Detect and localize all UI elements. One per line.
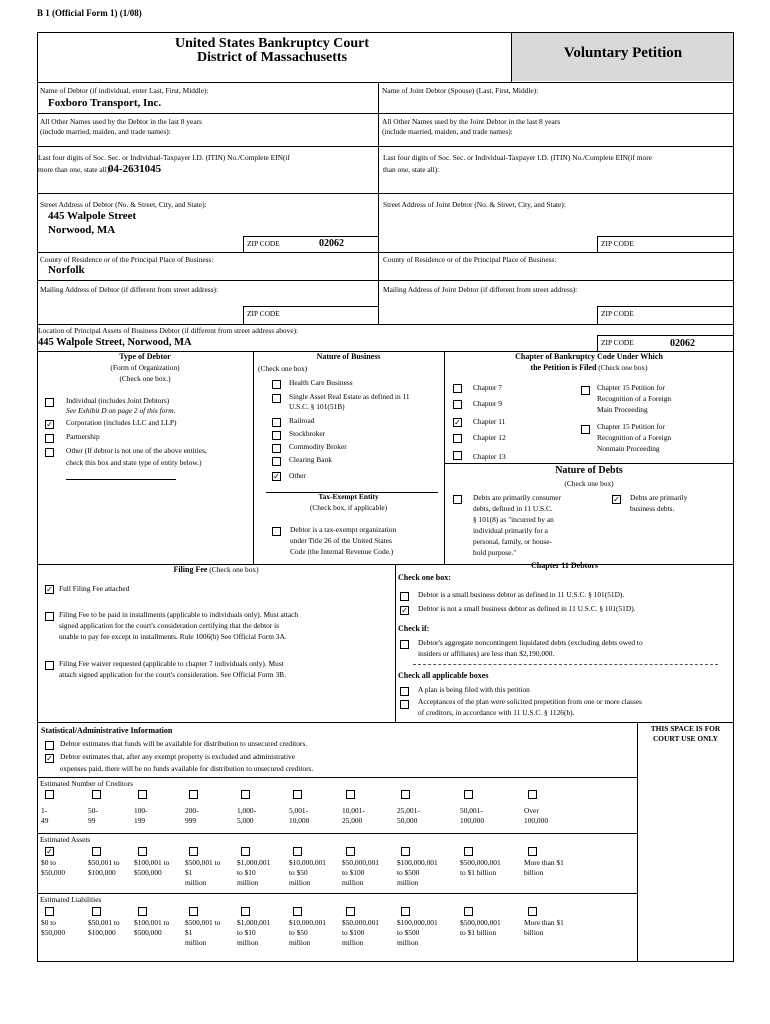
debts-consumer-3: § 101(8) as "incurred by an — [473, 515, 554, 524]
creditors-label-9-0: Over — [524, 806, 539, 815]
ch11-plan-label: A plan is being filed with this petition — [418, 685, 530, 694]
creditors-checkbox-9[interactable] — [528, 790, 537, 799]
debtor-name[interactable]: Foxboro Transport, Inc. — [48, 97, 162, 109]
liabilities-checkbox-1[interactable] — [92, 907, 101, 916]
debtor-street-label: Street Address of Debtor (No. & Street, City, and State): — [40, 200, 207, 209]
assets-label-5-2: million — [289, 878, 311, 887]
chapter15-nonmain-line1: Chapter 15 Petition for — [597, 422, 665, 431]
petition-title: Voluntary Petition — [563, 45, 683, 61]
type-individual-note: See Exhibit D on page 2 of this form. — [66, 406, 176, 415]
assets-checkbox-5[interactable] — [293, 847, 302, 856]
ch11-small-label: Debtor is a small business debtor as defined in 11 U.S.C. § 101(51D). — [418, 590, 625, 599]
business-commodity-checkbox[interactable] — [272, 444, 281, 453]
court-district: District of Massachusetts — [196, 50, 348, 65]
debtor-ssn-label-2: more than one, state all): — [38, 165, 112, 174]
assets-checkbox-2[interactable] — [138, 847, 147, 856]
creditors-label: Estimated Number of Creditors — [40, 779, 133, 788]
debtor-ein[interactable]: 04-2631045 — [108, 163, 162, 175]
liabilities-label-4-1: to $10 — [237, 928, 256, 937]
liabilities-checkbox-7[interactable] — [401, 907, 410, 916]
debtor-zip[interactable]: 02062 — [319, 238, 344, 249]
assets-label-6-2: million — [342, 878, 364, 887]
assets-zip[interactable]: 02062 — [670, 338, 695, 349]
liabilities-label-7-1: to $500 — [397, 928, 420, 937]
creditors-label-7-1: 50,000 — [397, 816, 418, 825]
type-corporation-label: Corporation (includes LLC and LLP) — [66, 418, 177, 427]
debts-business-checkbox[interactable]: ✓ — [613, 495, 620, 504]
joint-street-label: Street Address of Joint Debtor (No. & Street, City, and State): — [383, 200, 566, 209]
creditors-label-5-0: 5,001- — [289, 806, 309, 815]
taxexempt-checkbox[interactable] — [272, 527, 281, 536]
creditors-label-8-1: 100,000 — [460, 816, 485, 825]
chapter15-main-checkbox[interactable] — [581, 386, 590, 395]
chapter7-checkbox[interactable] — [453, 384, 462, 393]
chapter-title-check: (Check one box) — [598, 363, 648, 372]
assets-label-2-1: $500,000 — [134, 868, 162, 877]
business-clearing-checkbox[interactable] — [272, 457, 281, 466]
joint-other-names-label: All Other Names used by the Joint Debtor in the last 8 years — [382, 117, 561, 126]
assets-label-6-0: $50,000,001 — [342, 858, 379, 867]
business-other-label: Other — [289, 471, 306, 480]
business-clearing-label: Clearing Bank — [289, 455, 332, 464]
joint-ssn-label: Last four digits of Soc. Sec. or Individual-Taxpayer I.D. (ITIN) No./Complete EIN(if more — [383, 153, 652, 162]
fee-full-checkbox[interactable]: ✓ — [46, 585, 53, 594]
type-sub1: (Form of Organization) — [110, 363, 180, 372]
business-commodity-label: Commodity Broker — [289, 442, 347, 451]
fee-title-text: Filing Fee — [173, 565, 208, 574]
assets-label-3-2: million — [185, 878, 207, 887]
ch11-check-one: Check one box: — [398, 573, 451, 582]
assets-checkbox-4[interactable] — [241, 847, 250, 856]
ch11-accept-checkbox[interactable] — [400, 700, 409, 709]
fee-title — [37, 565, 395, 575]
creditors-checkbox-4[interactable] — [241, 790, 250, 799]
taxexempt-sub: (Check box, if applicable) — [309, 503, 388, 512]
liabilities-label-0-0: $0 to — [41, 918, 56, 927]
liabilities-checkbox-8[interactable] — [464, 907, 473, 916]
assets-label-9-0: More than $1 — [524, 858, 564, 867]
debtor-mailing-label: Mailing Address of Debtor (if different from street address): — [40, 285, 219, 294]
type-other-checkbox[interactable] — [45, 448, 54, 457]
creditors-checkbox-7[interactable] — [401, 790, 410, 799]
fee-installments-2: signed application for the court's consideration certifying that the debtor is — [59, 621, 280, 630]
ch11-plan-checkbox[interactable] — [400, 687, 409, 696]
court-use-2: COURT USE ONLY — [652, 734, 719, 743]
court-name: United States Bankruptcy Court — [174, 36, 370, 51]
fee-full-label: Full Filing Fee attached — [59, 584, 130, 593]
debts-consumer-5: personal, family, or house- — [473, 537, 552, 546]
taxexempt-line2: under Title 26 of the United States — [290, 536, 392, 545]
creditors-checkbox-2[interactable] — [138, 790, 147, 799]
creditors-label-4-1: 5,000 — [237, 816, 254, 825]
chapter12-label: Chapter 12 — [473, 433, 506, 442]
liabilities-checkbox-4[interactable] — [241, 907, 250, 916]
joint-ssn-label-2: than one, state all): — [383, 165, 440, 174]
chapter15-main-line1: Chapter 15 Petition for — [597, 383, 665, 392]
assets-checkbox-0[interactable]: ✓ — [46, 847, 53, 856]
assets-checkbox-8[interactable] — [464, 847, 473, 856]
chapter-title-2-text: the Petition is Filed — [530, 363, 597, 372]
creditors-label-7-0: 25,001- — [397, 806, 420, 815]
debts-business-1: Debts are primarily — [630, 493, 688, 502]
liabilities-checkbox-3[interactable] — [189, 907, 198, 916]
liabilities-label-1-0: $50,001 to — [88, 918, 120, 927]
creditors-checkbox-3[interactable] — [189, 790, 198, 799]
debtor-other-names-label-2: (include married, maiden, and trade names): — [40, 127, 171, 136]
taxexempt-title: Tax-Exempt Entity — [318, 492, 379, 501]
type-partnership-checkbox[interactable] — [45, 434, 54, 443]
joint-mailing-label: Mailing Address of Joint Debtor (if different from street address): — [383, 285, 578, 294]
debtor-zip-label: ZIP CODE — [247, 239, 280, 248]
assets-label-8-0: $500,000,001 — [460, 858, 501, 867]
stat-nofunds-2: expenses paid, there will be no funds available for distribution to unsecured creditors. — [60, 764, 314, 773]
liabilities-label-5-1: to $50 — [289, 928, 308, 937]
joint-name-label: Name of Joint Debtor (Spouse) (Last, First, Middle): — [382, 86, 539, 95]
business-stockbroker-checkbox[interactable] — [272, 431, 281, 440]
liabilities-label-5-0: $10,000,001 — [289, 918, 326, 927]
joint-mailing-zip-label: ZIP CODE — [601, 309, 634, 318]
type-other-line[interactable] — [66, 479, 176, 480]
debts-consumer-6: hold purpose." — [473, 548, 517, 557]
assets-zip-label: ZIP CODE — [601, 338, 634, 347]
type-other-label-2: check this box and state type of entity below.) — [66, 458, 202, 467]
assets-label-3-1: $1 — [185, 868, 193, 877]
creditors-checkbox-8[interactable] — [464, 790, 473, 799]
liabilities-label-9-0: More than $1 — [524, 918, 564, 927]
assets-label-8-1: to $1 billion — [460, 868, 497, 877]
type-corporation-checkbox[interactable]: ✓ — [46, 420, 53, 429]
ch11-aggregate-2: insiders or affiliates) are less than $2,190,000. — [418, 649, 555, 658]
stat-nofunds-1: Debtor estimates that, after any exempt property is excluded and administrative — [60, 752, 295, 761]
creditors-label-2-0: 100- — [134, 806, 148, 815]
debtor-mailing-zip-label: ZIP CODE — [247, 309, 280, 318]
ch11-small-checkbox[interactable] — [400, 592, 409, 601]
business-stockbroker-label: Stockbroker — [289, 429, 326, 438]
assets-checkbox-9[interactable] — [528, 847, 537, 856]
chapter15-nonmain-checkbox[interactable] — [581, 425, 590, 434]
liabilities-label-8-1: to $1 billion — [460, 928, 497, 937]
debts-consumer-2: debts, defined in 11 U.S.C. — [473, 504, 553, 513]
business-other-checkbox[interactable]: ✓ — [273, 472, 280, 481]
assets-label-9-1: billion — [524, 868, 544, 877]
creditors-label-8-0: 50,001- — [460, 806, 483, 815]
assets-label-1-1: $100,000 — [88, 868, 116, 877]
debtor-other-names-label: All Other Names used by the Debtor in the last 8 years — [40, 117, 202, 126]
type-individual-label: Individual (includes Joint Debtors) — [66, 396, 170, 405]
assets-label-4-1: to $10 — [237, 868, 256, 877]
chapter15-nonmain-line3: Nonmain Proceeding — [597, 444, 660, 453]
liabilities-label-2-0: $100,001 to — [134, 918, 170, 927]
ch11-notsmall-checkbox[interactable]: ✓ — [401, 606, 408, 615]
creditors-checkbox-6[interactable] — [346, 790, 355, 799]
debtor-county-label: County of Residence or of the Principal Place of Business: — [40, 255, 214, 264]
chapter7-label: Chapter 7 — [473, 383, 502, 392]
liabilities-label-6-2: million — [342, 938, 364, 947]
liabilities-label-7-0: $100,000,001 — [397, 918, 438, 927]
liabilities-checkbox-2[interactable] — [138, 907, 147, 916]
joint-zip-label: ZIP CODE — [601, 239, 634, 248]
ch11-accept-2: of creditors, in accordance with 11 U.S.C. § 1126(b). — [418, 708, 575, 717]
chapter13-checkbox[interactable] — [453, 451, 462, 460]
stat-title: Statistical/Administrative Information — [41, 726, 173, 735]
assets-label: Estimated Assets — [40, 835, 91, 844]
assets-label-6-1: to $100 — [342, 868, 365, 877]
taxexempt-line3: Code (the Internal Revenue Code.) — [290, 547, 394, 556]
type-sub2: (Check one box.) — [119, 374, 171, 383]
assets-location[interactable]: 445 Walpole Street, Norwood, MA — [38, 337, 192, 348]
assets-label-7-2: million — [397, 878, 419, 887]
liabilities-label-9-1: billion — [524, 928, 544, 937]
liabilities-label-1-1: $100,000 — [88, 928, 116, 937]
business-sub: (Check one box) — [258, 364, 308, 373]
liabilities-checkbox-6[interactable] — [346, 907, 355, 916]
assets-label-4-2: million — [237, 878, 259, 887]
liabilities-label-6-1: to $100 — [342, 928, 365, 937]
ch11-title: Chapter 11 Debtors — [531, 561, 598, 570]
liabilities-label-8-0: $500,000,001 — [460, 918, 501, 927]
ch11-accept-1: Acceptances of the plan were solicited prepetition from one or more classes — [418, 697, 642, 706]
creditors-label-6-1: 25,000 — [342, 816, 363, 825]
liabilities-label: Estimated Liabilities — [40, 895, 102, 904]
joint-other-names-label-2: (include married, maiden, and trade names): — [382, 127, 513, 136]
debts-sub: (Check one box) — [564, 479, 614, 488]
creditors-label-3-0: 200- — [185, 806, 199, 815]
chapter11-checkbox[interactable]: ✓ — [454, 418, 461, 427]
chapter15-main-line2: Recognition of a Foreign — [597, 394, 672, 403]
business-realestate-checkbox[interactable] — [272, 394, 281, 403]
assets-label-5-1: to $50 — [289, 868, 308, 877]
business-health-label: Health Care Business — [289, 378, 353, 387]
liabilities-label-5-2: million — [289, 938, 311, 947]
stat-funds-label: Debtor estimates that funds will be available for distribution to unsecured creditors. — [60, 739, 308, 748]
chapter9-label: Chapter 9 — [473, 399, 502, 408]
assets-location-label: Location of Principal Assets of Business Debtor (if different from street address above): — [38, 326, 299, 335]
chapter11-label: Chapter 11 — [473, 417, 506, 426]
creditors-label-3-1: 999 — [185, 816, 197, 825]
assets-checkbox-6[interactable] — [346, 847, 355, 856]
assets-label-7-0: $100,000,001 — [397, 858, 438, 867]
liabilities-label-0-1: $50,000 — [41, 928, 66, 937]
debts-consumer-checkbox[interactable] — [453, 495, 462, 504]
liabilities-label-4-0: $1,000,001 — [237, 918, 271, 927]
type-other-label: Other (If debtor is not one of the above entities, — [66, 446, 207, 455]
liabilities-label-2-1: $500,000 — [134, 928, 162, 937]
assets-checkbox-7[interactable] — [401, 847, 410, 856]
fee-installments-3: unable to pay fee except in installments. Rule 1006(b) See Official Form 3A. — [59, 632, 287, 641]
ch11-check-all: Check all applicable boxes — [398, 671, 489, 680]
ch11-notsmall-label: Debtor is not a small business debtor as defined in 11 U.S.C. § 101(51D). — [418, 604, 636, 613]
fee-waiver-1: Filing Fee waiver requested (applicable to chapter 7 individuals only). Must — [59, 659, 284, 668]
fee-installments-1: Filing Fee to be paid in installments (applicable to individuals only). Must attach — [59, 610, 299, 619]
chapter12-checkbox[interactable] — [453, 434, 462, 443]
creditors-checkbox-5[interactable] — [293, 790, 302, 799]
assets-label-4-0: $1,000,001 — [237, 858, 271, 867]
liabilities-label-3-0: $500,001 to — [185, 918, 221, 927]
assets-label-7-1: to $500 — [397, 868, 420, 877]
creditors-label-1-0: 50- — [88, 806, 98, 815]
court-use-1: THIS SPACE IS FOR — [650, 724, 721, 733]
creditors-checkbox-1[interactable] — [92, 790, 101, 799]
business-title: Nature of Business — [316, 352, 381, 361]
debtor-county[interactable]: Norfolk — [48, 264, 85, 276]
liabilities-label-4-2: million — [237, 938, 259, 947]
creditors-label-6-0: 10,001- — [342, 806, 365, 815]
liabilities-checkbox-0[interactable] — [45, 907, 54, 916]
chapter-title-2 — [444, 363, 734, 373]
assets-label-5-0: $10,000,001 — [289, 858, 326, 867]
assets-label-0-0: $0 to — [41, 858, 56, 867]
fee-installments-checkbox[interactable] — [45, 612, 54, 621]
chapter9-checkbox[interactable] — [453, 400, 462, 409]
type-partnership-label: Partnership — [66, 432, 100, 441]
chapter13-label: Chapter 13 — [473, 452, 506, 461]
business-railroad-label: Railroad — [289, 416, 315, 425]
debtor-ssn-label: Last four digits of Soc. Sec. or Individual-Taxpayer I.D. (ITIN) No./Complete EIN(if — [38, 153, 290, 162]
assets-checkbox-1[interactable] — [92, 847, 101, 856]
debts-consumer-4: individual primarily for a — [473, 526, 548, 535]
liabilities-checkbox-5[interactable] — [293, 907, 302, 916]
creditors-label-5-1: 10,000 — [289, 816, 310, 825]
creditors-label-2-1: 199 — [134, 816, 146, 825]
creditors-label-4-0: 1,000- — [237, 806, 257, 815]
form-id: B 1 (Official Form 1) (1/08) — [37, 8, 142, 18]
debts-consumer-1: Debts are primarily consumer — [473, 493, 562, 502]
type-individual-checkbox[interactable] — [45, 398, 54, 407]
taxexempt-line1: Debtor is a tax-exempt organization — [290, 525, 397, 534]
debtor-street-1[interactable]: 445 Walpole Street — [48, 210, 137, 222]
assets-label-0-1: $50,000 — [41, 868, 66, 877]
liabilities-label-3-1: $1 — [185, 928, 193, 937]
liabilities-label-7-2: million — [397, 938, 419, 947]
debtor-name-label: Name of Debtor (if individual, enter Last, First, Middle): — [40, 86, 209, 95]
stat-funds-checkbox[interactable] — [45, 741, 54, 750]
creditors-label-0-1: 49 — [41, 816, 49, 825]
liabilities-label-3-2: million — [185, 938, 207, 947]
assets-label-3-0: $500,001 to — [185, 858, 221, 867]
debts-business-2: business debts. — [630, 504, 675, 513]
fee-title-check: (Check one box) — [209, 565, 259, 574]
joint-county-label: County of Residence or of the Principal Place of Business: — [383, 255, 557, 264]
ch11-check-if: Check if: — [398, 624, 430, 633]
fee-waiver-2: attach signed application for the court's consideration. See Official Form 3B. — [59, 670, 286, 679]
business-realestate-label: Single Asset Real Estate as defined in 11 — [289, 392, 410, 401]
liabilities-label-6-0: $50,000,001 — [342, 918, 379, 927]
assets-checkbox-3[interactable] — [189, 847, 198, 856]
debts-title: Nature of Debts — [555, 465, 623, 476]
liabilities-checkbox-9[interactable] — [528, 907, 537, 916]
creditors-label-1-1: 99 — [88, 816, 96, 825]
ch11-aggregate-checkbox[interactable] — [400, 640, 409, 649]
creditors-label-9-1: 100,000 — [524, 816, 549, 825]
fee-waiver-checkbox[interactable] — [45, 661, 54, 670]
business-railroad-checkbox[interactable] — [272, 418, 281, 427]
chapter-title: Chapter of Bankruptcy Code Under Which — [515, 352, 663, 361]
assets-label-1-0: $50,001 to — [88, 858, 120, 867]
stat-nofunds-checkbox[interactable]: ✓ — [46, 754, 53, 763]
ch11-divider — [413, 664, 718, 665]
assets-label-2-0: $100,001 to — [134, 858, 170, 867]
creditors-checkbox-0[interactable] — [45, 790, 54, 799]
creditors-label-0-0: 1- — [41, 806, 48, 815]
ch11-aggregate-1: Debtor's aggregate noncontingent liquidated debts (excluding debts owed to — [418, 638, 643, 647]
chapter15-main-line3: Main Proceeding — [597, 405, 648, 414]
chapter15-nonmain-line2: Recognition of a Foreign — [597, 433, 672, 442]
business-realestate-label-2: U.S.C. § 101(51B) — [289, 402, 345, 411]
business-health-checkbox[interactable] — [272, 380, 281, 389]
debtor-street-2[interactable]: Norwood, MA — [48, 224, 116, 236]
type-title: Type of Debtor — [119, 352, 171, 361]
